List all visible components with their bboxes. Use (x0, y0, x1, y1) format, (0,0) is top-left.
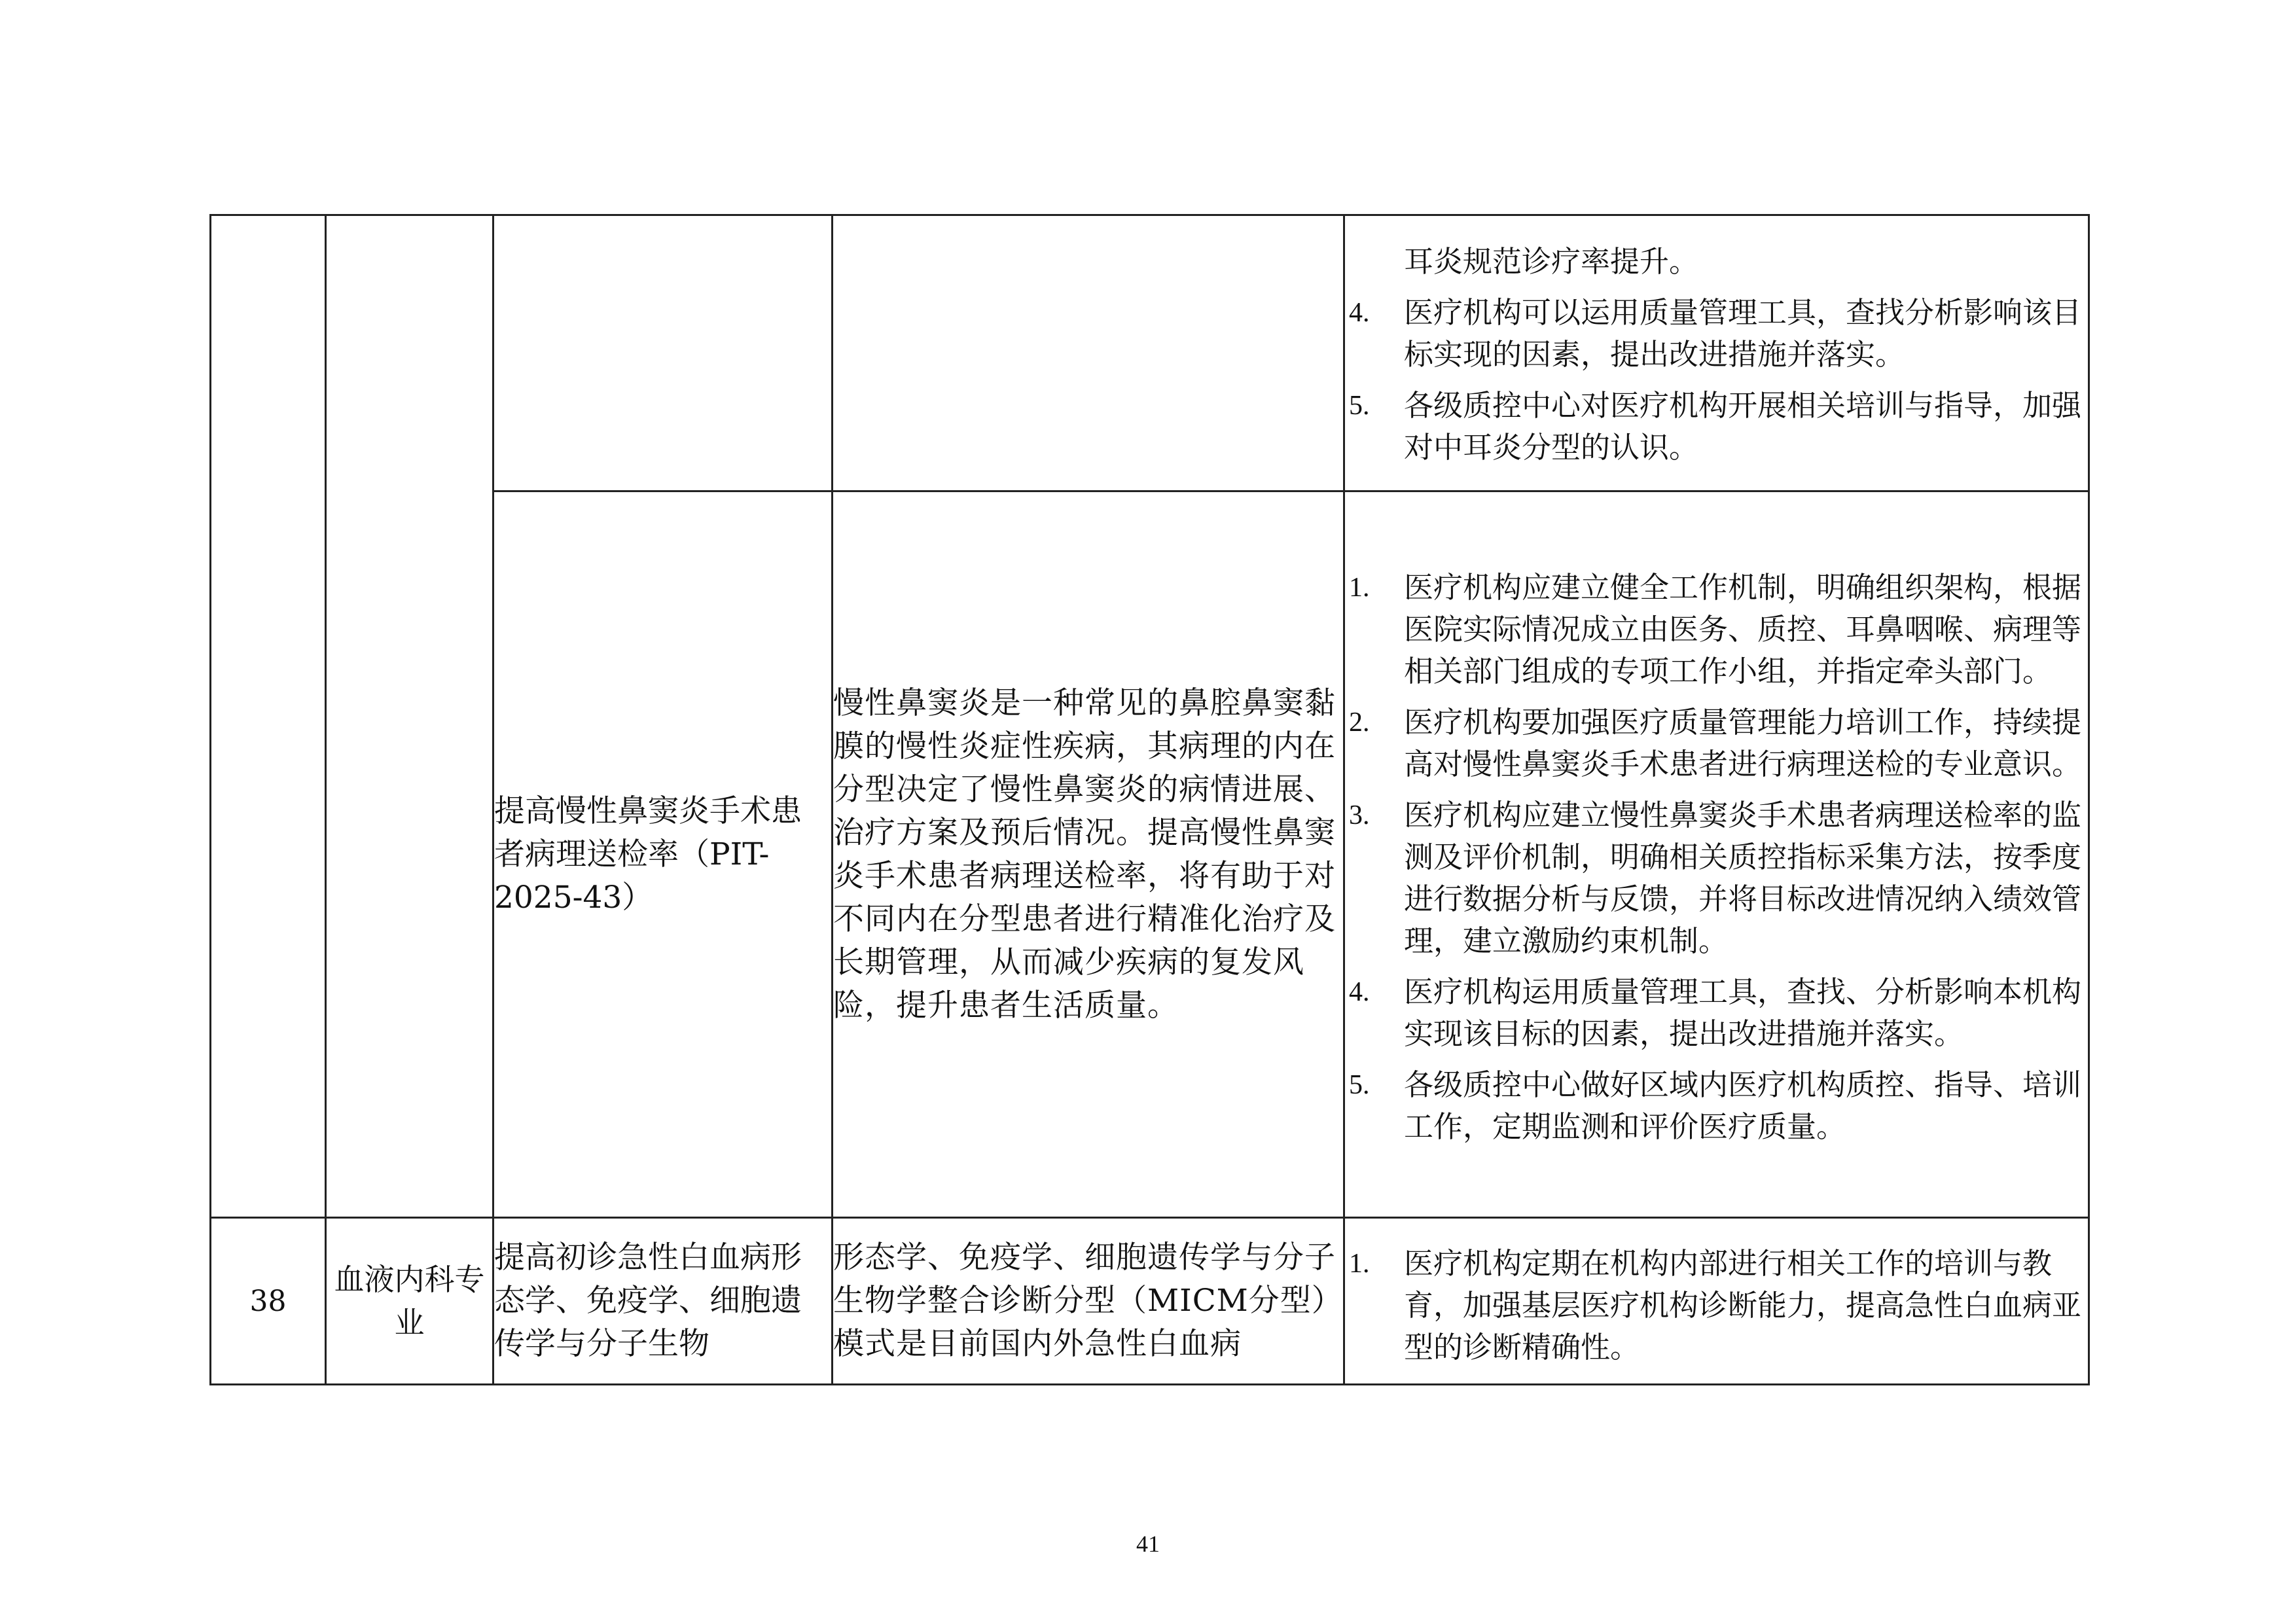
goal-cell: 提高初诊急性白血病形态学、免疫学、细胞遗传学与分子生物 (493, 1218, 833, 1385)
description-cell (833, 215, 1344, 491)
measures-cell (1344, 1218, 2089, 1385)
measures-cell (1344, 491, 2089, 1218)
list-item: 5. 各级质控中心做好区域内医疗机构质控、指导、培训工作，定期监测和评价医疗质量。 (1349, 1067, 2082, 1144)
department-cell (326, 215, 493, 1218)
list-item: 2. 医疗机构要加强医疗质量管理能力培训工作，持续提高对慢性鼻窦炎手术患者进行病理送检的专业意识。 (1349, 704, 2082, 781)
description-cell: 形态学、免疫学、细胞遗传学与分子生物学整合诊断分型（MICM分型）模式是目前国内外急性白血病 (833, 1218, 1344, 1385)
list-item: 1. 医疗机构定期在机构内部进行相关工作的培训与教育，加强基层医疗机构诊断能力，提高急性白血病亚型的诊断精确性。 (1349, 1246, 2082, 1364)
goal-cell (493, 215, 833, 491)
number-cell (211, 215, 326, 1218)
page-number: 41 (1136, 1531, 1160, 1557)
list-item: 3. 医疗机构应建立慢性鼻窦炎手术患者病理送检率的监测及评价机制，明确相关质控指标采集方法，按季度进行数据分析与反馈，并将目标改进情况纳入绩效管理，建立激励约束机制。 (1349, 797, 2082, 958)
table-row (211, 215, 2089, 491)
goal-cell: 提高慢性鼻窦炎手术患者病理送检率（PIT-2025-43） (493, 491, 833, 1218)
continuation-text: 耳炎规范诊疗率提升。 (1404, 243, 1699, 279)
description-cell: 慢性鼻窦炎是一种常见的鼻腔鼻窦黏膜的慢性炎症性疾病，其病理的内在分型决定了慢性鼻窦炎的病情进展、治疗方案及预后情况。提高慢性鼻窦炎手术患者病理送检率，将有助于对不同内在分型患者进行精准化治疗及长期管理，从而减少疾病的复发风险，提升患者生活质量。 (833, 491, 1344, 1218)
quality-goals-table (209, 214, 2090, 1385)
list-item: 5. 各级质控中心对医疗机构开展相关培训与指导，加强对中耳炎分型的认识。 (1349, 387, 2082, 465)
department-cell: 血液内科专业 (326, 1218, 493, 1385)
number-cell: 38 (211, 1218, 326, 1385)
table-row (211, 1218, 2089, 1385)
list-item: 1. 医疗机构应建立健全工作机制，明确组织架构，根据医院实际情况成立由医务、质控、耳鼻咽喉、病理等相关部门组成的专项工作小组，并指定牵头部门。 (1349, 569, 2082, 688)
list-item: 4. 医疗机构可以运用质量管理工具，查找分析影响该目标实现的因素，提出改进措施并落实。 (1349, 294, 2082, 372)
list-item: 4. 医疗机构运用质量管理工具，查找、分析影响本机构实现该目标的因素，提出改进措施并落实。 (1349, 974, 2082, 1051)
measures-cell (1344, 215, 2089, 491)
